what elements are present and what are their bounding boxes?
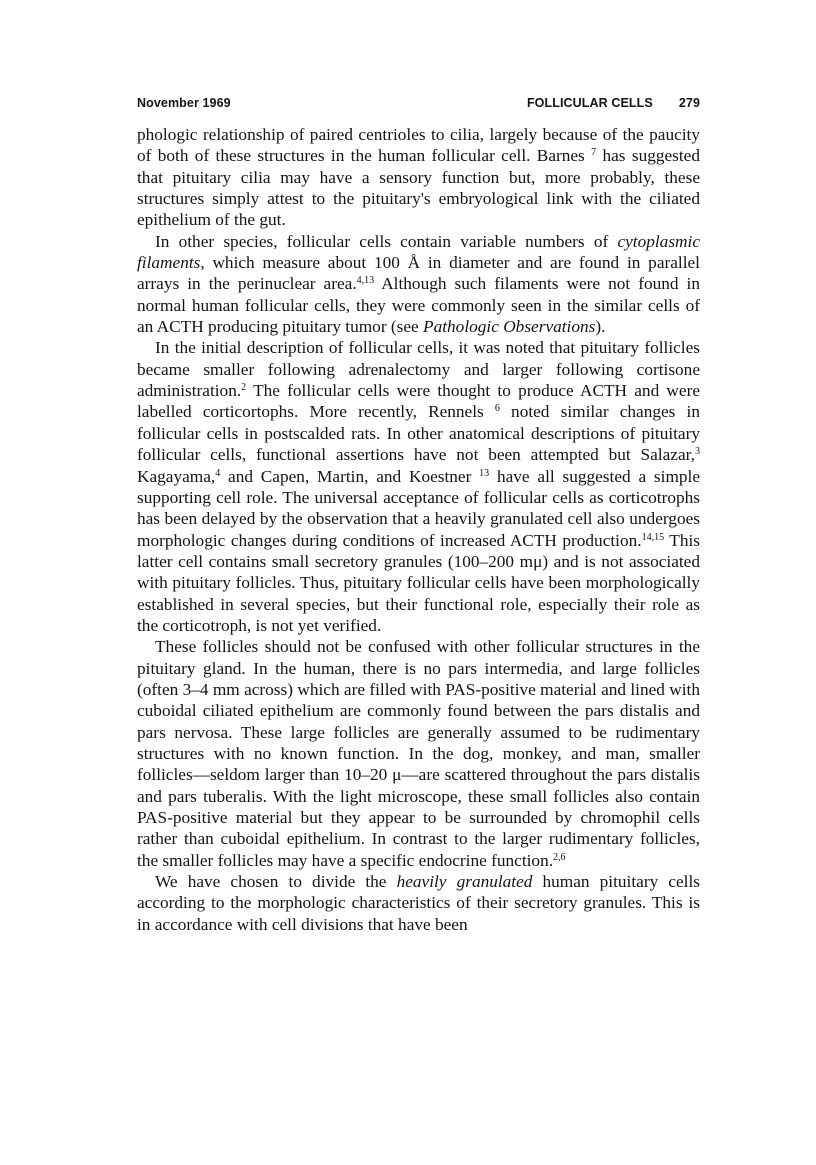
reference-superscript: 2,6 — [553, 851, 566, 863]
running-head-right — [527, 96, 700, 110]
text-run: noted similar changes in follicular cells in postscalded rats. In other anatomical descriptions of pituitary follicular cells, functional assertions have not been attempted but Salazar, — [137, 402, 700, 465]
issue-date: November 1969 — [137, 96, 231, 110]
text-run: have all suggested a simple supporting cell role. The universal acceptance of follicular cells as corticotrophs has been delayed by the observation that a heavily granulated cell also undergoes morphologic changes during conditions of increased ACTH production. — [137, 466, 701, 550]
text-run: This latter cell contains small secretory granules (100–200 mμ) and is not associated with pituitary follicles. Thus, pituitary follicular cells have been morphologically established in several species, but their functional role, especially their role as the corticotroph, is not yet verified. — [137, 530, 700, 635]
italic-term: cytoplasmic filaments, — [137, 231, 700, 273]
body-text — [137, 124, 700, 935]
text-run: In the initial description of follicular cells, it was noted that pituitary follicles became smaller following adrenalectomy and larger following cortisone administration. — [137, 338, 700, 401]
text-run: We have chosen to divide the — [155, 872, 397, 892]
journal-page — [137, 96, 700, 935]
running-head — [137, 96, 700, 110]
paragraph-3 — [137, 337, 700, 636]
reference-superscript: 4,13 — [356, 275, 375, 287]
text-run: and Capen, Martin, and Koestner — [220, 466, 480, 486]
paragraph-2 — [137, 231, 700, 338]
text-run: human pituitary cells according to the morphologic characteristics of their secretory granules. This is in accordance with cell divisions that have been — [137, 872, 700, 934]
page-number: 279 — [678, 96, 700, 110]
reference-superscript: 7 — [591, 147, 597, 159]
reference-superscript: 2 — [241, 382, 247, 394]
paragraph-4 — [137, 636, 700, 871]
paragraph-5 — [137, 871, 700, 935]
text-run: phologic relationship of paired centrioles to cilia, largely because of the paucity of both of these structures in the human follicular cell. Barnes — [137, 125, 700, 166]
italic-term: heavily granulated — [396, 872, 533, 892]
text-run: which measure about 100 Å in diameter and are found in parallel arrays in the perinuclear area. — [137, 253, 700, 294]
reference-superscript: 3 — [695, 446, 700, 458]
text-run: has suggested that pituitary cilia may have a sensory function but, more probably, these structures simply attest to the pituitary's embryological link with the ciliated epithelium of the gut. — [137, 146, 700, 230]
text-run: These follicles should not be confused with other follicular structures in the pituitary gland. In the human, there is no pars intermedia, and large follicles (often 3–4 mm across) which are filled with PAS-positive material and lined with cuboidal ciliated epithelium are commonly found between the pars distalis and pars nervosa. These large follicles are generally assumed to be rudimentary structures with no known function. In the dog, monkey, and man, smaller follicles—seldom larger than 10–20 μ—are scattered throughout the pars distalis and pars tuberalis. With the light microscope, these small follicles also contain PAS-positive material but they appear to be surrounded by chromophil cells rather than cuboidal epithelium. In contrast to the larger rudimentary follicles, the smaller follicles may have a specific endocrine function. — [137, 637, 700, 870]
reference-superscript: 13 — [479, 467, 490, 479]
running-title: FOLLICULAR CELLS — [526, 96, 653, 110]
text-run: Although such filaments were not found in normal human follicular cells, they were commonly seen in the similar cells of an ACTH producing pituitary tumor (see — [137, 274, 700, 337]
italic-term: Pathologic Observations — [423, 317, 596, 337]
paragraph-1 — [137, 124, 700, 231]
text-run: The follicular cells were thought to produce ACTH and were labelled corticortophs. More recently, Rennels — [137, 381, 700, 422]
reference-superscript: 6 — [494, 403, 500, 415]
text-run: ). — [595, 317, 606, 337]
reference-superscript: 4 — [215, 467, 221, 479]
reference-superscript: 14,15 — [641, 531, 665, 543]
text-run: In other species, follicular cells contain variable numbers of — [155, 231, 618, 251]
text-run: Kagayama, — [137, 466, 216, 486]
